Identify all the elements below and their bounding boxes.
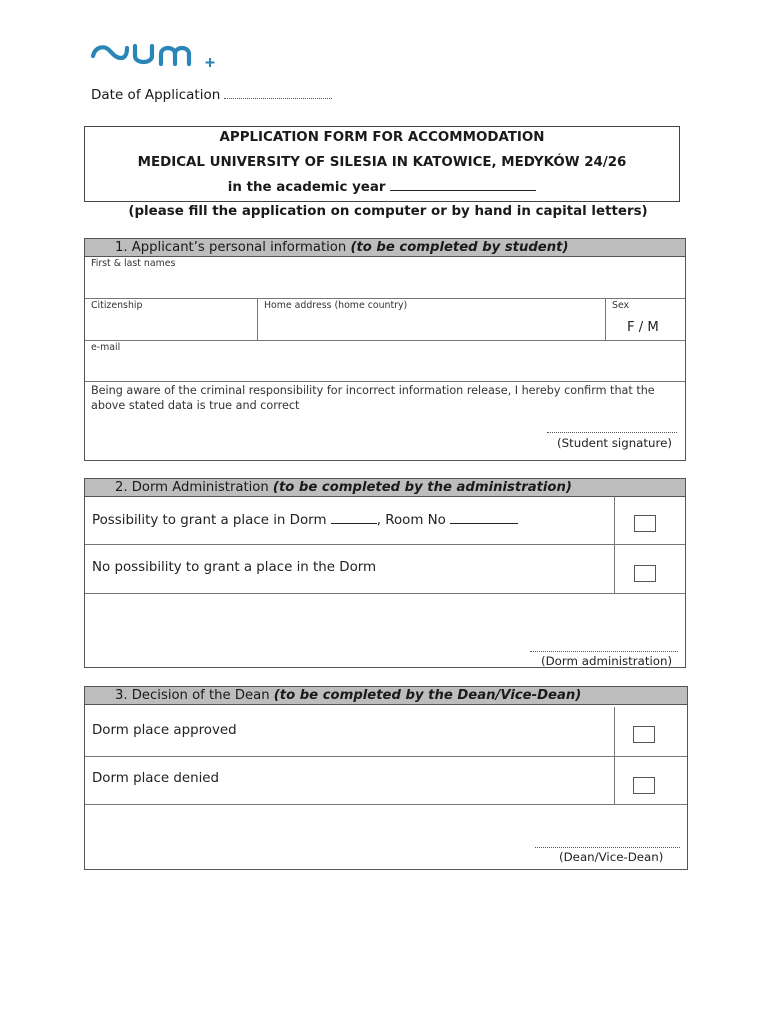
- place-approved-checkbox[interactable]: [633, 726, 655, 743]
- declaration-text: Being aware of the criminal responsibility for incorrect information release, I hereby confirm that the above stated data is true and correct: [91, 384, 655, 412]
- divider: [85, 593, 685, 594]
- names-field[interactable]: [85, 256, 685, 298]
- divider: [85, 544, 685, 545]
- place-denied-checkbox[interactable]: [633, 777, 655, 794]
- date-label: Date of Application: [91, 87, 221, 103]
- section2-header: [85, 479, 685, 497]
- section1-header: [85, 239, 685, 257]
- university-name: MEDICAL UNIVERSITY OF SILESIA IN KATOWICE, MEDYKÓW 24/26: [137, 155, 627, 170]
- section3-header: [85, 687, 687, 705]
- email-field[interactable]: [85, 341, 685, 381]
- room-no-label: , Room No: [376, 513, 451, 528]
- dean-signature-label: (Dean/Vice-Dean): [559, 850, 664, 864]
- no-place-checkbox[interactable]: [634, 565, 656, 582]
- section-dean-decision: [84, 686, 688, 870]
- administration-signature-line[interactable]: [530, 651, 678, 652]
- sex-options[interactable]: F / M: [627, 320, 659, 335]
- form-title: APPLICATION FORM FOR ACCOMMODATION: [219, 130, 545, 145]
- form-header: [84, 126, 680, 202]
- section1-title-note: (to be completed by student): [350, 240, 569, 255]
- sum-logo: [90, 40, 220, 70]
- section3-title-note: (to be completed by the Dean/Vice-Dean): [273, 688, 582, 703]
- academic-year-field[interactable]: [390, 178, 536, 191]
- dean-signature-line[interactable]: [535, 847, 680, 848]
- section-dorm-administration: [84, 478, 686, 668]
- student-signature-label: (Student signature): [557, 436, 672, 450]
- date-of-application: [91, 87, 332, 103]
- divider: [85, 756, 687, 757]
- dorm-number-field[interactable]: [331, 512, 377, 524]
- grant-place-checkbox[interactable]: [634, 515, 656, 532]
- home-address-field[interactable]: [258, 299, 605, 339]
- names-label: First & last names: [91, 258, 176, 269]
- grant-place-option: [92, 512, 518, 528]
- room-number-field[interactable]: [450, 512, 518, 524]
- academic-year: [85, 177, 679, 202]
- divider: [85, 381, 685, 382]
- no-place-option: No possibility to grant a place in the Dorm: [92, 560, 377, 575]
- academic-year-label: in the academic year: [227, 180, 386, 195]
- section2-title-note: (to be completed by the administration): [272, 480, 572, 495]
- section-personal-information: [84, 238, 686, 461]
- student-signature-line[interactable]: [547, 432, 677, 433]
- divider: [85, 804, 687, 805]
- sex-label: Sex: [612, 300, 630, 311]
- section2-title: 2. Dorm Administration: [115, 480, 273, 495]
- citizenship-field[interactable]: [85, 299, 257, 339]
- date-field[interactable]: [224, 88, 332, 99]
- place-denied-option: Dorm place denied: [92, 771, 220, 786]
- email-label: e-mail: [91, 342, 121, 353]
- home-address-label: Home address (home country): [264, 300, 408, 311]
- place-approved-option: Dorm place approved: [92, 723, 237, 738]
- citizenship-label: Citizenship: [91, 300, 143, 311]
- fill-instruction: (please fill the application on computer or by hand in capital letters): [128, 204, 648, 219]
- administration-signature-label: (Dorm administration): [541, 654, 673, 668]
- section3-title: 3. Decision of the Dean: [115, 688, 274, 703]
- divider: [614, 496, 615, 594]
- section1-title: 1. Applicant’s personal information: [115, 240, 351, 255]
- divider: [605, 298, 606, 340]
- grant-place-text: Possibility to grant a place in Dorm: [92, 513, 331, 528]
